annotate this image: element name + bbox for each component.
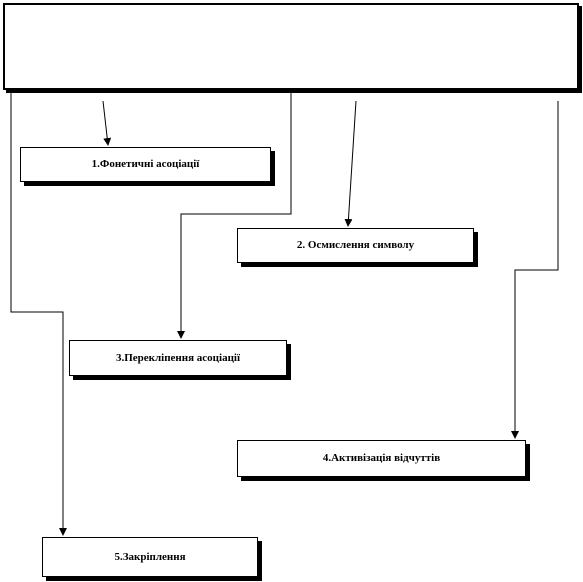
- senses-activation-box: [237, 440, 526, 477]
- senses-activation-label: 4.Активізація відчуттів: [322, 452, 441, 464]
- phonetic-associations-label: 1.Фонетичні асоціації: [91, 158, 200, 170]
- association-reframing-label: 3.Перекліпення асоціації: [115, 351, 241, 364]
- connector-to-box2: [348, 101, 356, 226]
- consolidation-box: [42, 537, 258, 577]
- phonetic-associations-box: [20, 147, 271, 182]
- connector-to-box3: [181, 92, 291, 338]
- symbol-comprehension-box: [237, 228, 474, 263]
- title-box: [3, 3, 579, 90]
- connector-to-box4: [515, 101, 558, 438]
- symbol-comprehension-label: 2. Осмислення символу: [296, 239, 415, 251]
- consolidation-label: 5.Закріплення: [114, 550, 186, 563]
- association-reframing-box: [69, 340, 287, 376]
- connector-to-box1: [103, 101, 108, 145]
